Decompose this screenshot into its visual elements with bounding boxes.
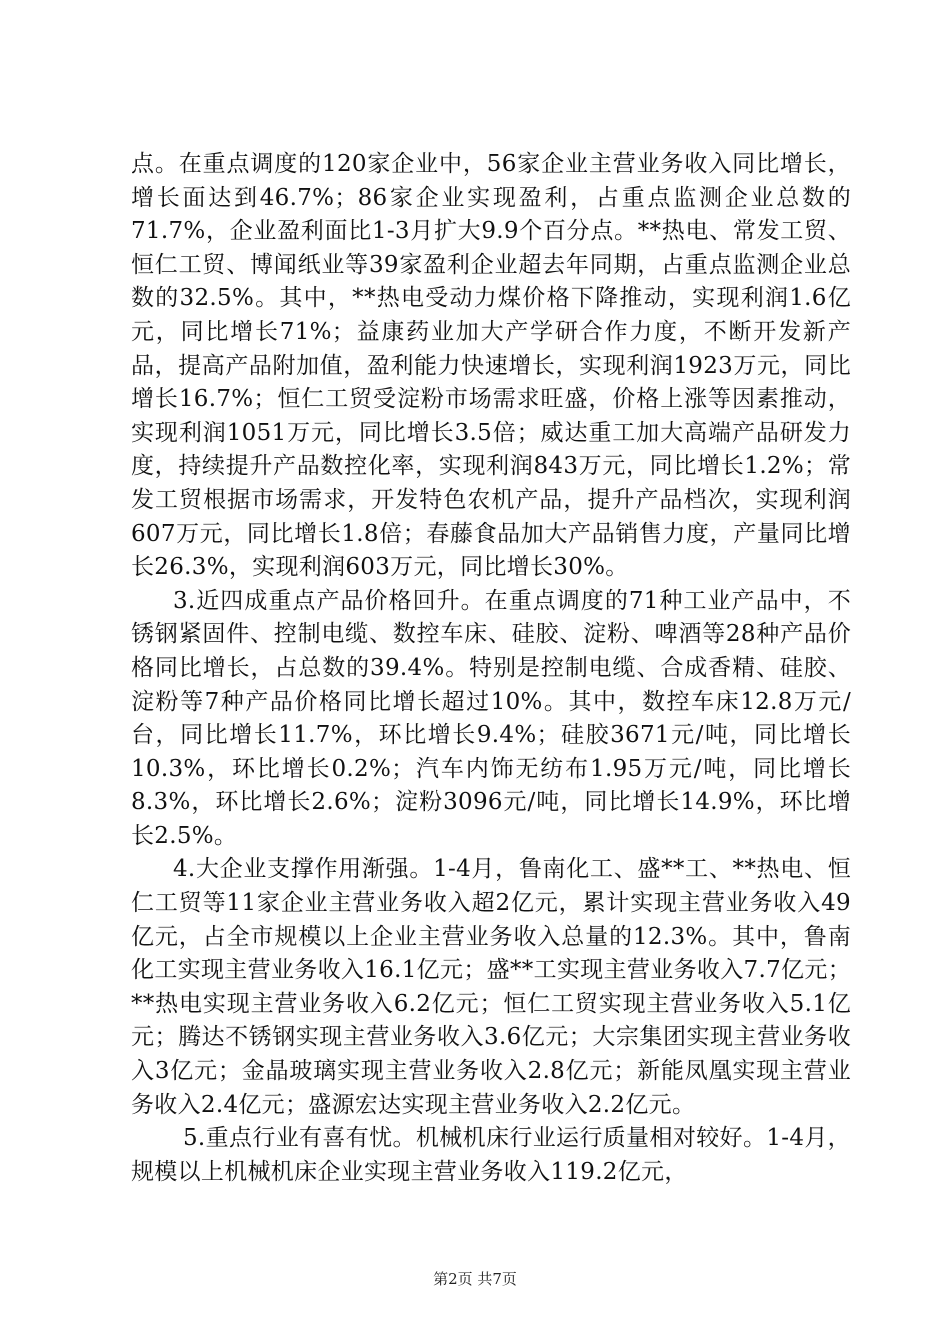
page-number: 第2页 共7页 (433, 1270, 517, 1288)
paragraph-large-enterprises: 4.大企业支撑作用渐强。1-4月，鲁南化工、盛**工、**热电、恒仁工贸等11家企业主营业务收入超2亿元，累计实现主营业务收入49亿元，占全市规模以上企业主营业务收入总量的12.3%。其中，鲁南化工实现主营业务收入16.1亿元；盛**工实现主营业务收入7.7亿元；**热电实现主营业务收入6.2亿元；恒仁工贸实现主营业务收入5.1亿元；腾达不锈钢实现主营业务收入3.6亿元；大宗集团实现主营业务收入3亿元；金晶玻璃实现主营业务收入2.8亿元；新能凤凰实现主营业务收入2.4亿元；盛源宏达实现主营业务收入2.2亿元。 (131, 856, 851, 1118)
paragraph-enterprise-profits: 点。在重点调度的120家企业中，56家企业主营业务收入同比增长，增长面达到46.7%；86家企业实现盈利，占重点监测企业总数的71.7%，企业盈利面比1-3月扩大9.9个百分点。**热电、常发工贸、恒仁工贸、博闻纸业等39家盈利企业超去年同期，占重点监测企业总数的32.5%。其中，**热电受动力煤价格下降推动，实现利润1.6亿元，同比增长71%；益康药业加大产学研合作力度，不断开发新产品，提高产品附加值，盈利能力快速增长，实现利润1923万元，同比增长16.7%；恒仁工贸受淀粉市场需求旺盛，价格上涨等因素推动，实现利润1051万元，同比增长3.5倍；威达重工加大高端产品研发力度，持续提升产品数控化率，实现利润843万元，同比增长1.2%；常发工贸根据市场需求，开发特色农机产品，提升产品档次，实现利润607万元，同比增长1.8倍；春藤食品加大产品销售力度，产量同比增长26.3%，实现利润603万元，同比增长30%。 (131, 151, 851, 581)
paragraph-product-prices: 3.近四成重点产品价格回升。在重点调度的71种工业产品中，不锈钢紧固件、控制电缆、数控车床、硅胶、淀粉、啤酒等28种产品价格同比增长，占总数的39.4%。特别是控制电缆、合成香精、硅胶、淀粉等7种产品价格同比增长超过10%。其中，数控车床12.8万元/台，同比增长11.7%，环比增长9.4%；硅胶3671元/吨，同比增长10.3%，环比增长0.2%；汽车内饰无纺布1.95万元/吨，同比增长8.3%，环比增长2.6%；淀粉3096元/吨，同比增长14.9%，环比增长2.5%。 (131, 587, 851, 849)
document-body (131, 148, 851, 1189)
page-footer (0, 1268, 950, 1289)
paragraph-key-industries: 5.重点行业有喜有忧。机械机床行业运行质量相对较好。1-4月，规模以上机械机床企业实现主营业务收入119.2亿元， (131, 1125, 851, 1185)
